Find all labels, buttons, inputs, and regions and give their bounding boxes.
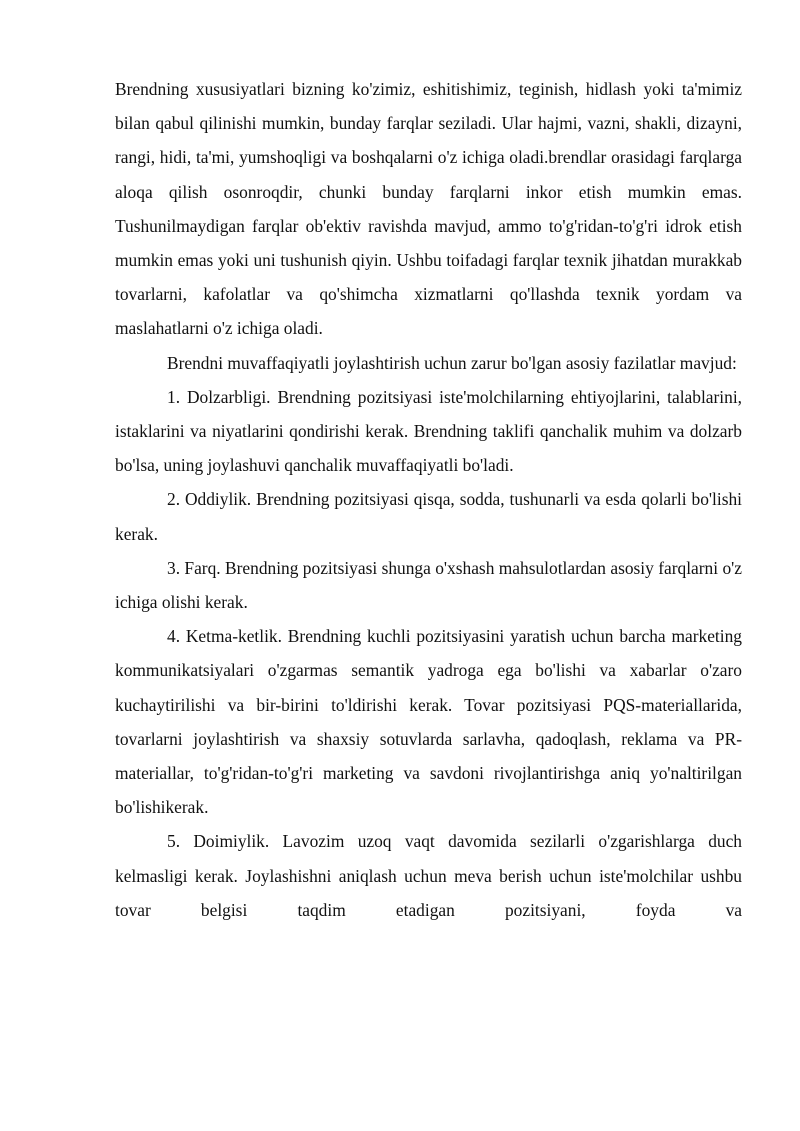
list-item-consistency: 4. Ketma-ketlik. Brendning kuchli pozitsiyasini yaratish uchun barcha marketing kommunikatsiyalari o'zgarmas semantik yadroga ega bo'lishi va xabarlar o'zaro kuchaytirilishi va bir-birini to'ldirishi kerak. Tovar pozitsiyasi PQS-materiallarida, tovarlarni joylashtirish va shaxsiy sotuvlarda sarlavha, qadoqlash, reklama va PR-materiallar, to'g'ridan-to'g'ri marketing va savdoni rivojlantirishga aniq yo'naltirilgan bo'lishikerak. xyxy=(115,626,742,818)
paragraph-positioning-qualities: Brendni muvaffaqiyatli joylashtirish uchun zarur bo'lgan asosiy fazilatlar mavjud: xyxy=(167,352,737,373)
list-item-simplicity: 2. Oddiylik. Brendning pozitsiyasi qisqa, sodda, tushunarli va esda qolarli bo'lishi kerak. xyxy=(115,489,742,544)
list-item-permanence: 5. Doimiylik. Lavozim uzoq vaqt davomida sezilarli o'zgarishlarga duch kelmasligi kerak. Joylashishni aniqlash uchun meva berish uchun iste'molchilar ushbu tovar belgisi taqdim etadigan pozitsiyani, foyda va xyxy=(115,831,742,920)
paragraph-intangible-differences: Tushunilmaydigan farqlar ob'ektiv ravishda mavjud, ammo to'g'ridan-to'g'ri idrok etish mumkin emas yoki uni tushunish qiyin. Ushbu toifadagi farqlar texnik jihatdan murakkab tovarlarni, kafolatlar va qo'shimcha xizmatlarni qo'llashda texnik yordam va maslahatlarni o'z ichiga oladi. xyxy=(115,215,742,339)
paragraph-tangible-differences: Brendning xususiyatlari bizning ko'zimiz, eshitishimiz, teginish, hidlash yoki ta'mimiz bilan qabul qilinishi mumkin, bunday farqlar seziladi. Ular hajmi, vazni, shakli, dizayni, rangi, hidi, ta'mi, yumshoqligi va boshqalarni o'z ichiga oladi.brendlar orasidagi farqlarga aloqa qilish osonroqdir, chunki bunday farqlarni inkor etish mumkin emas. xyxy=(115,79,742,202)
list-item-difference: 3. Farq. Brendning pozitsiyasi shunga o'xshash mahsulotlardan asosiy farqlarni o'z ichiga olishi kerak. xyxy=(115,557,742,613)
list-item-relevance: 1. Dolzarbligi. Brendning pozitsiyasi iste'molchilarning ehtiyojlarini, talablarini, istaklarini va niyatlarini qondirishi kerak. Brendning taklifi qanchalik muhim va dolzarb bo'lsa, uning joylashuvi qanchalik muvaffaqiyatli bo'ladi. xyxy=(115,386,742,476)
document-body xyxy=(115,72,742,927)
